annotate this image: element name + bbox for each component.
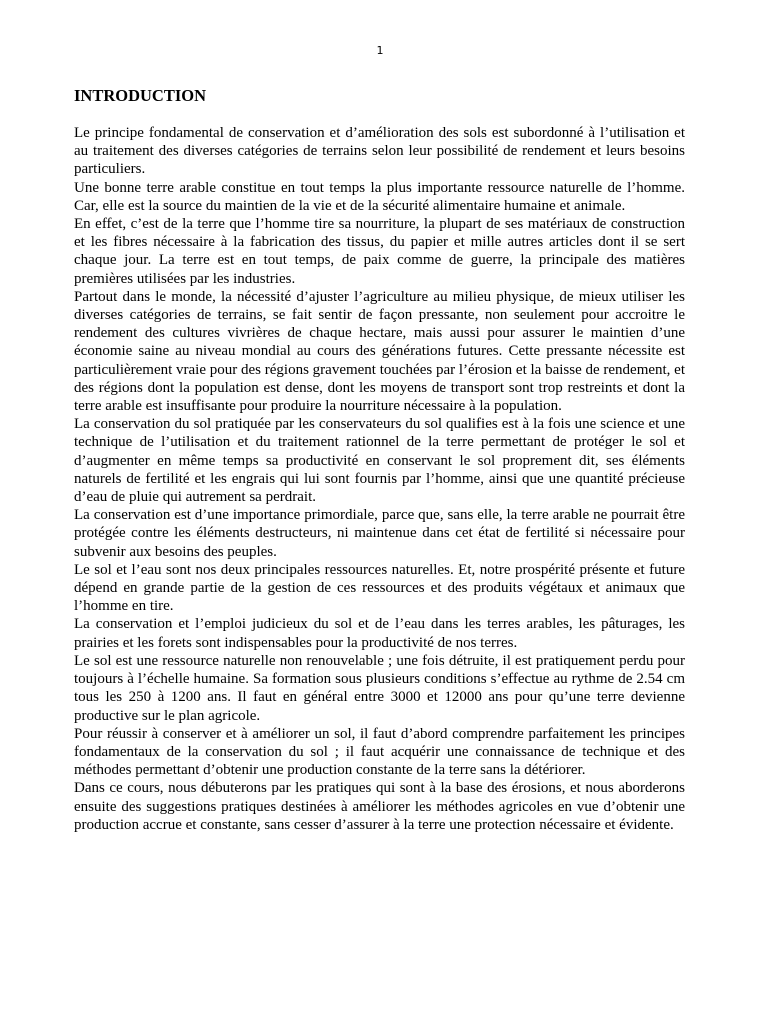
body-text <box>74 124 685 834</box>
section-heading: INTRODUCTION <box>74 86 207 105</box>
paragraph: Une bonne terre arable constitue en tout temps la plus importante ressource naturelle de l’homme. Car, elle est la source du maintien de la vie et de la sécurité alimentaire humaine et animale. <box>74 179 685 214</box>
paragraph: La conservation et l’emploi judicieux du sol et de l’eau dans les terres arables, les pâturages, les prairies et les forets sont indispensables pour la productivité de nos terres. <box>74 616 685 651</box>
paragraph: Partout dans le monde, la nécessité d’ajuster l’agriculture au milieu physique, de mieux utiliser les diverses catégories de terrains, se fait sentir de façon pressante, non seulement pour accroitre le rendement des cultures vivrières de chaque hectare, mais aussi pour assurer le maintien d’une économie saine au niveau mondial au cours des générations futures. Cette pressante nécessite est particulièrement vraie pour des régions gravement touchées par l’érosion et la baisse de rendement, et des régions dont la population est dense, dont les moyens de transport sont trop restreints et dont la terre arable est insuffisante pour produire la nourriture nécessaire à la population. <box>74 288 686 415</box>
paragraph: Le sol et l’eau sont nos deux principales ressources naturelles. Et, notre prospérité présente et future dépend en grande partie de la gestion de ces ressources et des produits végétaux et animaux que l’homme en tire. <box>74 561 685 615</box>
paragraph: Le principe fondamental de conservation et d’amélioration des sols est subordonné à l’utilisation et au traitement des diverses catégories de terrains selon leur possibilité de rendement et leurs besoins particuliers. <box>74 125 685 178</box>
page-number: 1 <box>376 44 384 57</box>
paragraph: Dans ce cours, nous débuterons par les pratiques qui sont à la base des érosions, et nous aborderons ensuite des suggestions pratiques destinées à améliorer les méthodes agricoles en vue d’obtenir une production accrue et constante, sans cesser d’assurer à la terre une protection nécessaire et évidente. <box>74 780 685 833</box>
paragraph: En effet, c’est de la terre que l’homme tire sa nourriture, la plupart de ses matériaux de construction et les fibres nécessaire à la fabrication des tissus, du papier et mille autres articles dont il se sert chaque jour. La terre est en tout temps, de paix comme de guerre, la principale des matières premières utilisées par les industries. <box>74 216 685 287</box>
paragraph: Le sol est une ressource naturelle non renouvelable ; une fois détruite, il est pratiquement perdu pour toujours à l’échelle humaine. Sa formation sous plusieurs conditions s’effectue au rythme de 2.54 cm tous les 250 à 1200 ans. Il faut en général entre 3000 et 12000 ans pour qu’une terre devienne productive sur le plan agricole. <box>74 652 685 724</box>
paragraph: La conservation du sol pratiquée par les conservateurs du sol qualifies est à la fois une science et une technique de l’utilisation et du traitement rationnel de la terre permettant de protéger le sol et d’augmenter en même temps sa productivité en conservant le sol proprement dit, ses éléments naturels de fertilité et les engrais qui lui sont fournis par l’homme, ainsi que une quantité précieuse d’eau de pluie qui autrement sa perdrait. <box>74 416 685 506</box>
paragraph: Pour réussir à conserver et à améliorer un sol, il faut d’abord comprendre parfaitement les principes fondamentaux de la conservation du sol ; il faut acquérir une connaissance de technique et des méthodes permettant d’obtenir une production constante de la terre sans la détériorer. <box>74 725 685 779</box>
paragraph: La conservation est d’une importance primordiale, parce que, sans elle, la terre arable ne pourrait être protégée contre les éléments destructeurs, ni maintenue dans cet état de fertilité si nécessaire pour subvenir aux besoins des peuples. <box>74 507 685 560</box>
